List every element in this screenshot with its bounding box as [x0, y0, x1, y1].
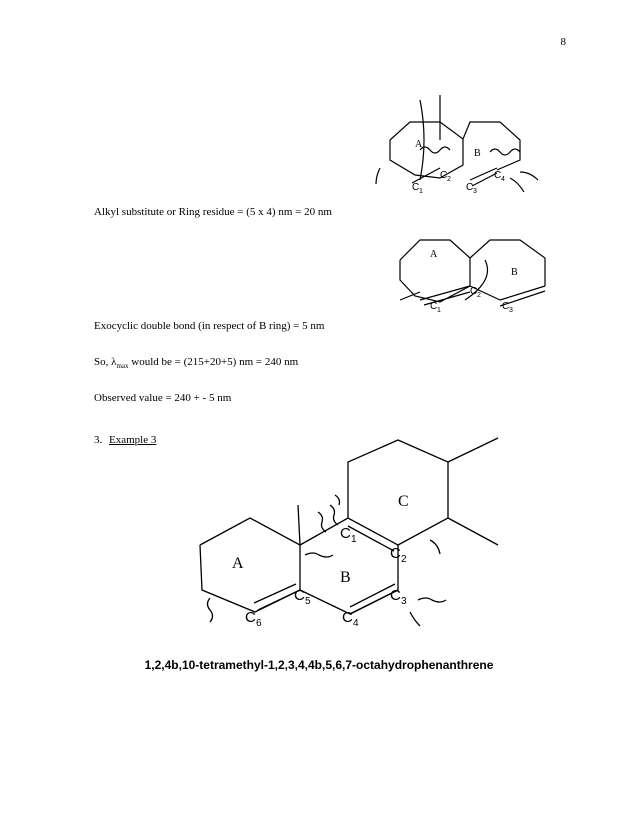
wavy-cut-2: [330, 505, 338, 525]
d3-ring-b: B: [340, 569, 351, 586]
page-number: 8: [560, 36, 566, 48]
d3-s3: 3: [401, 596, 407, 607]
d1-ring-a: A: [415, 139, 423, 150]
wavy-cut-7: [430, 540, 440, 554]
d3-c5: C: [294, 587, 305, 604]
d1-c1: C: [412, 182, 420, 193]
wavy-cut-3: [335, 495, 340, 505]
lambda-sub: max: [116, 362, 129, 371]
d3-s5: 5: [305, 596, 311, 607]
lambda-prefix: So, λ: [94, 356, 117, 368]
d3-c4: C: [342, 609, 353, 626]
d1-c3: C: [466, 182, 474, 193]
d1-s3: 3: [473, 188, 477, 195]
d3-c3: C: [390, 587, 401, 604]
exocyclic-line: Exocyclic double bond (in respect of B ring) = 5 nm: [94, 320, 325, 332]
d3-c1: C: [340, 525, 351, 542]
wavy-cut-4: [305, 553, 333, 557]
wavy-cut-5: [208, 598, 213, 622]
d3-s2: 2: [401, 554, 407, 565]
wavy-cut-1: [318, 512, 326, 532]
lambda-suffix: would be = (215+20+5) nm = 240 nm: [128, 356, 299, 368]
d3-c2: C: [390, 545, 401, 562]
wavy-cut-8: [410, 612, 420, 626]
d2-s1: 1: [437, 307, 441, 314]
methyl-bond-3: [448, 518, 498, 545]
alkyl-line: Alkyl substitute or Ring residue = (5 x 4) nm = 20 nm: [94, 206, 332, 218]
methyl-bond-2: [448, 438, 498, 462]
d2-ring-a: A: [430, 249, 438, 260]
d3-ring-c: C: [398, 493, 409, 510]
d1-s4: 4: [501, 176, 505, 183]
d3-s6: 6: [256, 618, 262, 629]
d3-c6: C: [245, 609, 256, 626]
d2-c1: C: [430, 301, 438, 312]
d1-c2: C: [440, 170, 448, 181]
example-label: Example 3: [109, 434, 157, 446]
example-number: 3.: [94, 434, 103, 446]
methyl-bond-1: [298, 505, 300, 545]
d3-ring-a: A: [232, 555, 244, 572]
d2-c3: C: [502, 301, 510, 312]
observed-line: Observed value = 240 + - 5 nm: [94, 392, 232, 404]
d2-s3: 3: [509, 307, 513, 314]
d2-s2: 2: [477, 292, 481, 299]
d3-s1: 1: [351, 534, 357, 545]
wavy-cut-6: [418, 598, 446, 602]
ring-a-bonds: [200, 518, 300, 612]
d2-c2: C: [470, 286, 478, 297]
d1-c4: C: [494, 170, 502, 181]
d3-s4: 4: [353, 618, 359, 629]
d1-s1: 1: [419, 188, 423, 195]
d1-s2: 2: [447, 176, 451, 183]
d2-ring-b: B: [511, 267, 518, 278]
compound-name: 1,2,4b,10-tetramethyl-1,2,3,4,4b,5,6,7-octahydrophenanthrene: [144, 658, 494, 672]
d1-ring-b: B: [474, 148, 481, 159]
